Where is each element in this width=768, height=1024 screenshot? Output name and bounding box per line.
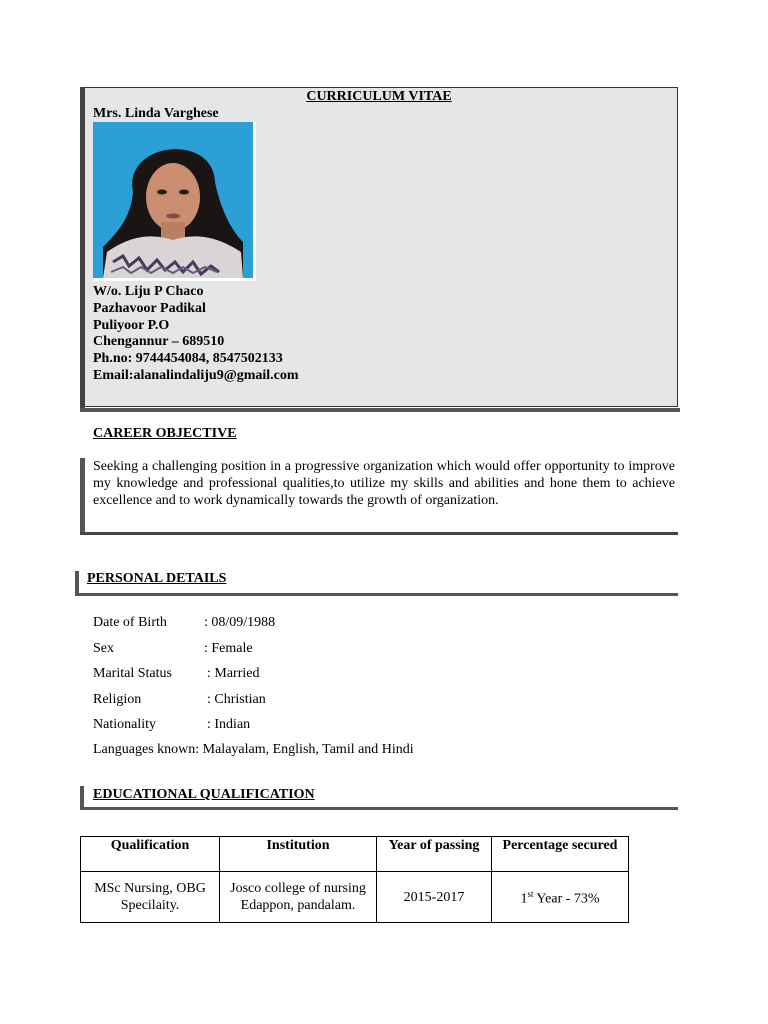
field-value: : Indian — [207, 717, 251, 732]
education-rule — [80, 807, 678, 810]
cell-year: 2015-2017 — [377, 872, 492, 923]
personal-details-rule — [75, 593, 678, 596]
personal-row-dob — [93, 615, 276, 631]
email-line: Email:alanalindaliju9@gmail.com — [93, 367, 299, 383]
table-header-row — [81, 837, 629, 872]
percentage-rest: Year - 73% — [533, 891, 600, 907]
column-header: Percentage secured — [492, 837, 629, 872]
table-row — [81, 872, 629, 923]
personal-row-nationality — [93, 717, 251, 733]
address-block — [93, 284, 299, 385]
career-objective-heading: CAREER OBJECTIVE — [93, 426, 237, 441]
personal-row-sex — [93, 641, 253, 657]
column-header: Year of passing — [377, 837, 492, 872]
header-box — [80, 87, 678, 407]
education-table — [80, 836, 629, 923]
address-line: Puliyoor P.O — [93, 317, 170, 333]
personal-details-heading: PERSONAL DETAILS — [87, 571, 227, 586]
address-line: Chengannur – 689510 — [93, 334, 225, 350]
languages-row: Languages known: Malayalam, English, Tamil and Hindi — [93, 742, 414, 757]
personal-row-religion — [93, 692, 266, 708]
career-bottom-rule — [80, 532, 678, 535]
cell-percentage — [492, 872, 629, 923]
field-label: Sex — [93, 641, 114, 656]
field-label: Nationality — [93, 717, 156, 732]
career-objective-text: Seeking a challenging position in a progressive organization which would offer opportunity to improve my knowledge and professional qualities,to utilize my skills and abilities and hone them to achieve excellence and to work dynamically towards the growth of organization. — [93, 459, 675, 508]
percentage-superscript: st — [527, 889, 534, 900]
field-label: Marital Status — [93, 666, 172, 681]
portrait-image — [93, 122, 253, 278]
field-value: : Female — [204, 641, 253, 656]
column-header: Institution — [220, 837, 377, 872]
field-value: : 08/09/1988 — [204, 615, 276, 630]
address-line: Pazhavoor Padikal — [93, 300, 206, 316]
field-label: Religion — [93, 692, 142, 707]
personal-row-marital — [93, 666, 260, 682]
section-marker — [75, 571, 79, 595]
cv-title: CURRICULUM VITAE — [306, 89, 452, 104]
career-objective-box — [80, 458, 678, 532]
education-heading: EDUCATIONAL QUALIFICATION — [93, 787, 315, 802]
cell-institution: Josco college of nursing Edappon, pandalam. — [220, 872, 377, 923]
phone-line: Ph.no: 9744454084, 8547502133 — [93, 351, 283, 367]
field-value: : Christian — [207, 692, 266, 707]
profile-photo — [93, 122, 256, 281]
left-border-bar — [80, 87, 85, 409]
percentage-prefix: 1 — [520, 891, 528, 907]
field-label: Date of Birth — [93, 615, 167, 630]
field-value: : Married — [207, 666, 260, 681]
column-header: Qualification — [81, 837, 220, 872]
header-bottom-bar — [80, 408, 680, 412]
candidate-name: Mrs. Linda Varghese — [93, 106, 219, 121]
cell-qualification: MSc Nursing, OBG Specilaity. — [81, 872, 220, 923]
address-line: W/o. Liju P Chaco — [93, 284, 204, 299]
